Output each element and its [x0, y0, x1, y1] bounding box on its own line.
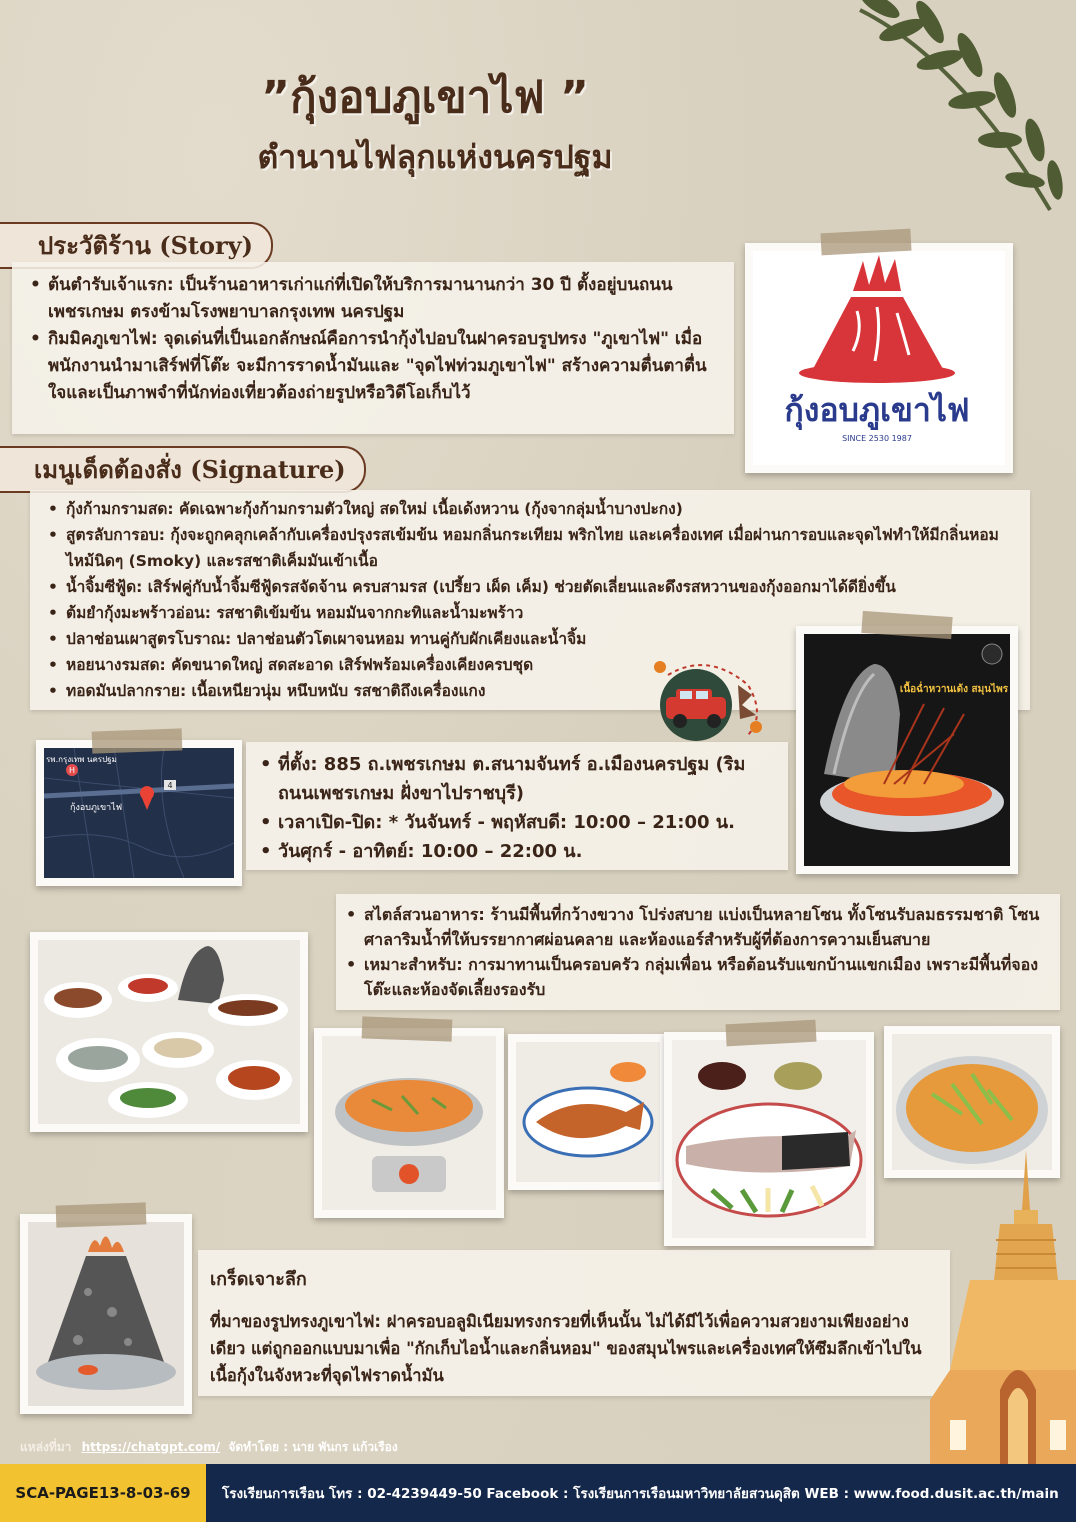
signature-item: • หอยนางรมสด: คัดขนาดใหญ่ สดสะอาด เสิร์ฟพร้อมเครื่องเคียงครบชุด [46, 652, 1021, 678]
info-panel [246, 742, 788, 870]
volcano-logo-icon [753, 251, 1005, 465]
logo-since: SINCE 2530 1987 [842, 434, 912, 443]
atmosphere-item: • สไตล์สวนอาหาร: ร้านมีพื้นที่กว้างขวาง โปร่งสบาย แบ่งเป็นหลายโซน ทั้งโซนรับลมธรรมชาติ โซนศาลาริมน้ำที่ให้บรรยากาศผ่อนคลาย และห้องแอร์สำหรับผู้ที่ต้องการความเย็นสบาย [344, 902, 1052, 952]
map-road-number: 4 [167, 781, 173, 790]
signature-item: • ทอดมันปลากราย: เนื้อเหนียวนุ่ม หนึบหนับ รสชาติถึงเครื่องแกง [46, 678, 1021, 704]
page-subtitle: ตำนานไฟลุกแห่งนครปฐม [257, 138, 613, 176]
map-photo [36, 740, 242, 886]
car-travel-icon [648, 655, 768, 745]
footer-contact: โรงเรียนการเรือน โทร : 02-4239449-50 Facebook : โรงเรียนการเรือนมหาวิทยาลัยสวนดุสิต WEB : www.food.dusit.ac.th/main [222, 1486, 1059, 1502]
food-spread-photo [30, 932, 308, 1132]
temple-icon [930, 1150, 1076, 1464]
grilled-fish-photo [664, 1032, 874, 1246]
info-item: • เวลาเปิด-ปิด: * วันจันทร์ - พฤหัสบดี: 10:00 – 21:00 น. [258, 808, 778, 837]
fern-leaf-icon [840, 0, 1076, 220]
story-panel [12, 262, 734, 434]
map-hospital-label: รพ.กรุงเทพ นครปฐม [46, 755, 117, 764]
source-link[interactable]: https://chatgpt.com/ [81, 1440, 221, 1454]
signature-item: • ต้มยำกุ้งมะพร้าวอ่อน: รสชาติเข้มข้น หอมมันจากกะทิและน้ำมะพร้าว [46, 600, 1021, 626]
promo-caption: เนื้อฉ่ำหวานเด้ง สมุนไพร [899, 684, 1009, 695]
atmosphere-panel [336, 894, 1060, 1010]
source-label: แหล่งที่มา [20, 1440, 72, 1454]
trivia-panel [198, 1250, 950, 1396]
trivia-body: ที่มาของรูปทรงภูเขาไฟ: ฝาครอบอลูมิเนียมทรงกรวยที่เห็นนั้น ไม่ได้มีไว้เพื่อความสวยงามเพียงอย่างเดียว แต่ถูกออกแบบมาเพื่อ "กักเก็บไอน้ำและกลิ่นหอม" ของสมุนไพรและเครื่องเทศให้ซึมลึกเข้าไปในเนื้อกุ้งในจังหวะที่จุดไฟราดน้ำมัน [210, 1312, 922, 1385]
signature-item: • สูตรลับการอบ: กุ้งจะถูกคลุกเคล้ากับเครื่องปรุงรสเข้มข้น หอมกลิ่นกระเทียม พริกไทย และเครื่องเทศ เมื่อผ่านการอบและจุดไฟทำให้มีกลิ่นหอมไหม้นิดๆ (Smoky) และรสชาติเค็มมันเข้าเนื้อ [46, 522, 1021, 574]
fried-fish-photo [508, 1034, 668, 1190]
tomyum-photo [314, 1028, 504, 1218]
story-item: • กิมมิคภูเขาไฟ: จุดเด่นที่เป็นเอกลักษณ์คือการนำกุ้งไปอบในฝาครอบรูปทรง "ภูเขาไฟ" เมื่อพนักงานนำมาเสิร์ฟที่โต๊ะ จะมีการราดน้ำมันและ "จุดไฟท่วมภูเขาไฟ" สร้างความตื่นตาตื่นใจและเป็นภาพจำที่นักท่องเที่ยวต้องถ่ายรูปหรือวิดีโอเก็บไว้ [28, 326, 718, 407]
source-line [20, 1438, 398, 1457]
map-place-label: กุ้งอบภูเขาไฟ [70, 803, 123, 813]
story-item: • ต้นตำรับเจ้าแรก: เป็นร้านอาหารเก่าแก่ที่เปิดให้บริการมานานกว่า 30 ปี ตั้งอยู่บนถนนเพชรเกษม ตรงข้ามโรงพยาบาลกรุงเทพ นครปฐม [28, 272, 718, 326]
signature-item: • ปลาช่อนเผาสูตรโบราณ: ปลาช่อนตัวโตเผาจนหอม ทานคู่กับผักเคียงและน้ำจิ้ม [46, 626, 1021, 652]
shrimp-photo [796, 626, 1018, 874]
footer-bar [0, 1464, 1076, 1522]
source-author: จัดทำโดย : นาย พันกร แก้วเรือง [228, 1440, 398, 1454]
trivia-heading: เกร็ดเจาะลึก [210, 1269, 307, 1290]
volcano-dish-photo [20, 1214, 192, 1414]
footer-page-code: SCA-PAGE13-8-03-69 [0, 1464, 206, 1522]
signature-item: • กุ้งก้ามกรามสด: คัดเฉพาะกุ้งก้ามกรามตัวใหญ่ สดใหม่ เนื้อเด้งหวาน (กุ้งจากลุ่มน้ำบางปะกง) [46, 496, 1021, 522]
signature-item: • น้ำจิ้มซีฟู้ด: เสิร์ฟคู่กับน้ำจิ้มซีฟู้ดรสจัดจ้าน ครบสามรส (เปรี้ยว เผ็ด เค็ม) ช่วยตัดเลี่ยนและดึงรสหวานของกุ้งออกมาได้ดียิ่งขึ้น [46, 574, 1021, 600]
page-title: ”กุ้งอบภูเขาไฟ ” [261, 72, 589, 123]
info-item: • วันศุกร์ - อาทิตย์: 10:00 – 22:00 น. [258, 837, 778, 866]
atmosphere-item: • เหมาะสำหรับ: การมาทานเป็นครอบครัว กลุ่มเพื่อน หรือต้อนรับแขกบ้านแขกเมือง เพราะมีพื้นที่จองโต๊ะและห้องจัดเลี้ยงรองรับ [344, 952, 1052, 1002]
logo-text: กุ้งอบภูเขาไฟ [784, 391, 970, 429]
svg-text:H: H [68, 766, 76, 775]
logo-photo [745, 243, 1013, 473]
story-heading: ประวัติร้าน (Story) [0, 222, 273, 269]
signature-heading: เมนูเด็ดต้องสั่ง (Signature) [0, 446, 366, 493]
info-item: • ที่ตั้ง: 885 ถ.เพชรเกษม ต.สนามจันทร์ อ.เมืองนครปฐม (ริมถนนเพชรเกษม ฝั่งขาไปราชบุรี) [258, 750, 778, 808]
